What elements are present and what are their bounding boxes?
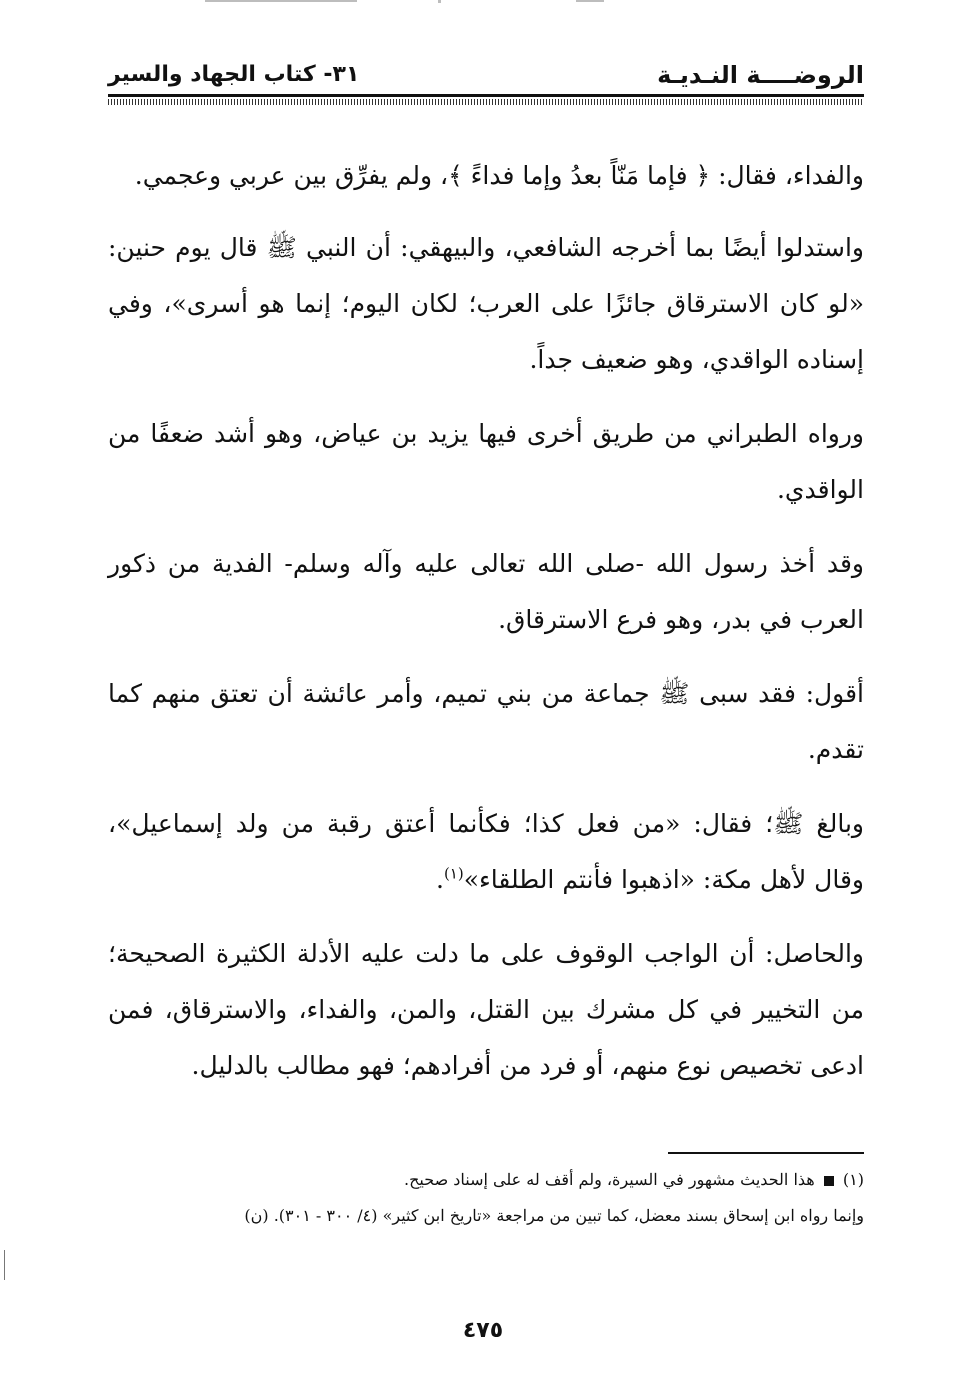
header-rule xyxy=(108,94,864,97)
running-header xyxy=(108,58,864,98)
paragraph: والفداء، فقال: ﴿ فإما مَنّاً بعدُ وإما فداءً ﴾، ولم يفرِّق بين عربي وعجمي. xyxy=(134,161,864,190)
chapter-title: ٣١- كتاب الجهاد والسير xyxy=(108,62,360,87)
header-hatched-rule xyxy=(108,99,864,105)
top-scan-line xyxy=(205,0,357,2)
book-title: الروضــــة النـديـة xyxy=(657,61,864,89)
square-marker-icon xyxy=(824,1176,834,1186)
paragraph-text: وبالغ ﷺ؛ فقال: «من فعل كذا؛ فكأنما أعتق رقبة من ولد إسماعيل»، وقال لأهل مكة: «اذهبوا فأنتم الطلقاء» xyxy=(108,809,864,894)
page-number: ٤٧٥ xyxy=(462,1318,504,1343)
footnote-text: هذا الحديث مشهور في السيرة، ولم أقف له على إسناد صحيح. xyxy=(404,1170,815,1189)
footnote-separator xyxy=(668,1152,864,1154)
footnote-number: (١) xyxy=(842,1170,864,1189)
paragraph: أقول: فقد سبى ﷺ جماعة من بني تميم، وأمر عائشة أن تعتق منهم كما تقدم. xyxy=(108,679,864,764)
paragraph xyxy=(108,796,864,908)
top-scan-line xyxy=(576,0,604,2)
top-scan-dot xyxy=(438,0,441,3)
footnote-reference[interactable]: (١) xyxy=(443,864,464,883)
paragraph: واستدلوا أيضًا بما أخرجه الشافعي، والبيهقي: أن النبي ﷺ قال يوم حنين: «لو كان الاسترقاق جائزًا على العرب؛ لكان اليوم؛ إنما هو أسرى»، وفي إسناده الواقدي، وهو ضعيف جداً. xyxy=(108,233,864,374)
paragraph: ورواه الطبراني من طريق أخرى فيها يزيد بن عياض، وهو أشد ضعفًا من الواقدي. xyxy=(108,419,864,504)
paragraph: والحاصل: أن الواجب الوقوف على ما دلت عليه الأدلة الكثيرة الصحيحة؛ من التخيير في كل مشرك بين القتل، والمن، والفداء، والاسترقاق، فمن ادعى تخصيص نوع منهم، أو فرد من أفرادهم؛ فهو مطالب بالدليل. xyxy=(108,939,864,1080)
main-text xyxy=(108,148,864,1112)
paragraph: وقد أخذ رسول الله -صلى الله تعالى عليه وآله وسلم- الفدية من ذكور العرب في بدر، وهو فرع الاسترقاق. xyxy=(108,549,864,634)
footnotes xyxy=(108,1162,864,1234)
footnote-continuation: وإنما رواه ابن إسحاق بسند معضل، كما تبين من مراجعة «تاريخ ابن كثير» (٤/ ٣٠٠ - ٣٠١). (ن) xyxy=(244,1206,864,1225)
paragraph-end: . xyxy=(435,865,444,894)
scan-edge-mark xyxy=(4,1250,5,1280)
footnote xyxy=(108,1162,864,1198)
